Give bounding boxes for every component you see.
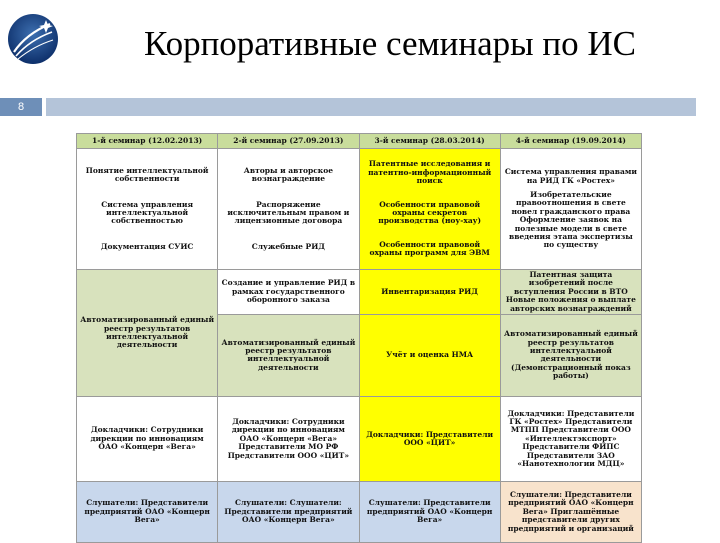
table-row [77,270,642,315]
listeners-cell: Слушатели: Представители предприятий ОАО «Концерн Вега» [359,482,500,543]
slide-number: 8 [0,98,42,116]
speakers-cell: Докладчики: Сотрудники дирекции по инновациям ОАО «Концерн «Вега» [77,397,218,482]
speakers-cell: Докладчики: Представители ГК «Ростех» Представители МТПП Представители ООО «Интеллектэкспорт» Представители ФИПС Представители ЗАО «Нанотехнологии МДЦ» [500,397,641,482]
topic-item: Система управления интеллектуальной собственностью [101,199,193,226]
topics-cell [77,149,218,270]
topic-item: Изобретательские правоотношения в свете новел гражданского права Оформление заявок на полезные модели в свете введения этапа экспертизы по существу [508,190,633,250]
topic-item: Документация СУИС [100,241,194,251]
topics-cell [500,149,641,270]
column-header: 4-й семинар (19.09.2014) [500,134,641,149]
accounting-cell: Учёт и оценка НМА [359,314,500,396]
speakers-cell: Докладчики: Представители ООО «ЦИТ» [359,397,500,482]
topics-cell [218,149,359,270]
speakers-cell: Докладчики: Сотрудники дирекции по инновациям ОАО «Концерн «Вега» Представители МО РФ Представители ООО «ЦИТ» [218,397,359,482]
topic-item: Авторы и авторское вознаграждение [243,165,333,184]
gos-order-cell: Создание и управление РИД в рамках государственного оборонного заказа [218,270,359,315]
topic-item: Патентные исследования и патентно-информационный поиск [368,159,492,186]
topic-item: Особенности правовой охраны секретов производства (ноу-хау) [378,199,482,226]
table-row [77,397,642,482]
topic-item: Особенности правовой охраны программ для ЭВМ [369,239,490,258]
table-header-row [77,134,642,149]
table-row [77,482,642,543]
listeners-cell: Слушатели: Представители предприятий ОАО «Концерн Вега» Приглашённые представители других предприятий и организаций [500,482,641,543]
column-header: 2-й семинар (27.09.2013) [218,134,359,149]
column-header: 1-й семинар (12.02.2013) [77,134,218,149]
topic-item: Служебные РИД [251,241,325,251]
table-row [77,149,642,270]
topics-cell [359,149,500,270]
system-cell: Автоматизированный единый реестр результатов интеллектуальной деятельности [218,314,359,396]
seminars-table [76,133,642,543]
column-header: 3-й семинар (28.03.2014) [359,134,500,149]
topic-item: Система управления правами на РИД ГК «Ростех» [504,167,637,185]
inventory-cell: Инвентаризация РИД [359,270,500,315]
topic-item: Понятие интеллектуальной собственности [85,165,209,184]
system-cell: Автоматизированный единый реестр результатов интеллектуальной деятельности [77,270,218,397]
system-demo-cell: Автоматизированный единый реестр результатов интеллектуальной деятельности (Демонстрационный показ работы) [500,314,641,396]
patent-protection-cell: Патентная защита изобретений после вступления России в ВТО Новые положения о выплате авторских вознаграждений [500,270,641,315]
listeners-cell: Слушатели: Слушатели: Представители предприятий ОАО «Концерн Вега» [218,482,359,543]
slide-header-bar [46,98,696,116]
listeners-cell: Слушатели: Представители предприятий ОАО «Концерн Вега» [77,482,218,543]
topic-item: Распоряжение исключительным правом и лицензионные договора [227,199,350,226]
logo-icon [6,12,60,66]
page-title: Корпоративные семинары по ИС [143,24,637,63]
